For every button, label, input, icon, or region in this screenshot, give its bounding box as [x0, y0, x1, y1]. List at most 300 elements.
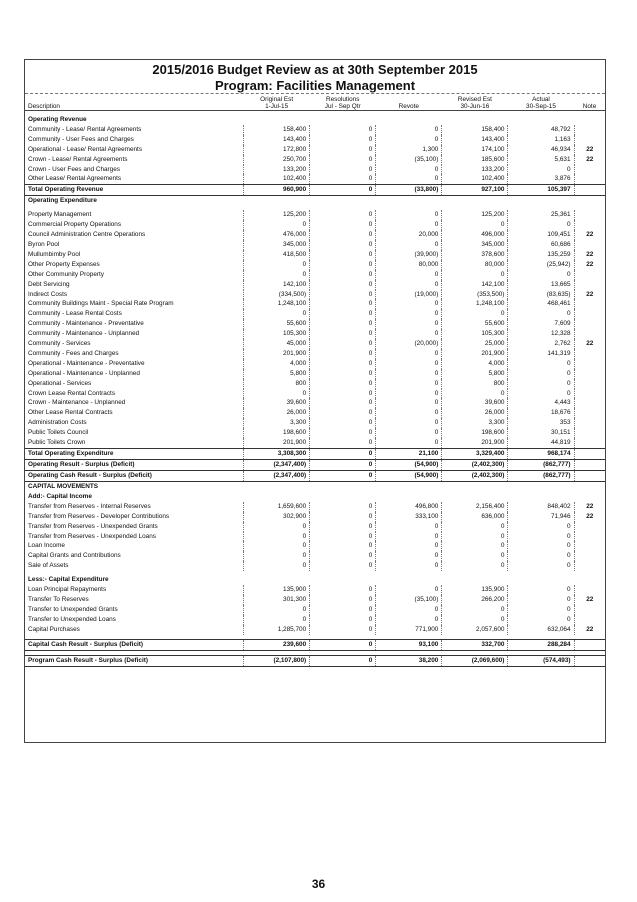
row-label: Total Operating Revenue	[25, 185, 244, 196]
table-row	[25, 165, 605, 175]
total-row	[25, 449, 605, 460]
cell-actual: 5,631	[508, 155, 574, 165]
row-label: Community - Lease/ Rental Agreements	[28, 125, 142, 133]
table-row	[25, 260, 605, 270]
cell-revised: 927,100	[442, 185, 508, 196]
cell-revised: 0	[442, 522, 508, 532]
cell-revote: (33,800)	[376, 185, 442, 196]
header-actual: Actual 30-Sep-15	[508, 94, 574, 111]
cell-revised: 0	[442, 615, 508, 625]
cell-note: 22	[574, 339, 605, 349]
cell-original: 0	[244, 541, 310, 551]
table-row	[25, 551, 605, 561]
cell-revised: 800	[442, 379, 508, 389]
section-heading: CAPITAL MOVEMENTS	[25, 482, 605, 492]
cell-revised: 26,000	[442, 408, 508, 418]
row-label: Loan Income	[28, 542, 65, 550]
cell-revised: 0	[442, 389, 508, 399]
cell-revised: 125,200	[442, 210, 508, 220]
cell-revote: 0	[376, 220, 442, 230]
cell-note	[574, 349, 605, 359]
table-row	[25, 220, 605, 230]
row-label: Indirect Costs	[28, 290, 68, 298]
cell-actual: 0	[508, 551, 574, 561]
cell-resolutions: 0	[310, 512, 376, 522]
cell-resolutions: 0	[310, 532, 376, 542]
cell-actual: (83,635)	[508, 290, 574, 300]
cell-revote: 0	[376, 428, 442, 438]
row-label: Transfer To Reserves	[28, 595, 89, 603]
cell-revote: (54,900)	[376, 460, 442, 471]
cell-original: 158,400	[244, 125, 310, 135]
cell-note	[574, 270, 605, 280]
cell-original: 0	[244, 615, 310, 625]
row-label: Operational - Maintenance - Preventative	[28, 359, 145, 367]
cell-resolutions: 0	[310, 260, 376, 270]
cell-original: 201,900	[244, 438, 310, 448]
cell-revised: 105,300	[442, 329, 508, 339]
cell-revote: (54,900)	[376, 471, 442, 482]
cell-note	[574, 615, 605, 625]
row-label: Other Community Property	[28, 270, 105, 278]
cell-original: 55,600	[244, 319, 310, 329]
table-row	[25, 339, 605, 349]
row-label: Other Property Expenses	[28, 260, 100, 268]
cell-original: 1,659,600	[244, 502, 310, 512]
row-label: Community - Services	[28, 340, 91, 348]
cell-resolutions: 0	[310, 595, 376, 605]
cell-revised: 0	[442, 532, 508, 542]
row-label: Transfer from Reserves - Unexpended Grants	[28, 522, 158, 530]
table-row	[25, 145, 605, 155]
cell-note	[574, 522, 605, 532]
cell-actual: (574,493)	[508, 655, 574, 666]
cell-revised: 0	[442, 270, 508, 280]
cell-original: 0	[244, 220, 310, 230]
cell-resolutions: 0	[310, 502, 376, 512]
cell-revised: 25,000	[442, 339, 508, 349]
table-row	[25, 319, 605, 329]
cell-note: 22	[574, 502, 605, 512]
row-label: Council Administration Centre Operations	[28, 231, 146, 239]
section-heading-row	[25, 492, 605, 502]
row-label: Debt Servicing	[28, 280, 70, 288]
cell-actual: 0	[508, 605, 574, 615]
cell-note	[574, 605, 605, 615]
budget-sheet	[24, 59, 606, 743]
cell-resolutions: 0	[310, 270, 376, 280]
cell-original: 0	[244, 551, 310, 561]
cell-original: 0	[244, 605, 310, 615]
total-row	[25, 471, 605, 482]
table-row	[25, 615, 605, 625]
cell-note: 22	[574, 290, 605, 300]
cell-resolutions: 0	[310, 369, 376, 379]
cell-note: 22	[574, 250, 605, 260]
cell-note	[574, 408, 605, 418]
cell-actual: 0	[508, 522, 574, 532]
cell-actual: 0	[508, 359, 574, 369]
cell-note: 22	[574, 512, 605, 522]
cell-revote: 0	[376, 605, 442, 615]
table-row	[25, 585, 605, 595]
row-label: Crown - Maintenance - Unplanned	[28, 399, 126, 407]
cell-revote: 0	[376, 541, 442, 551]
cell-revote: 0	[376, 551, 442, 561]
table-row	[25, 270, 605, 280]
row-label: Transfer from Reserves - Developer Contributions	[28, 512, 170, 520]
cell-note	[574, 460, 605, 471]
cell-note	[574, 398, 605, 408]
table-row	[25, 541, 605, 551]
table-body	[25, 111, 605, 667]
cell-original: 172,800	[244, 145, 310, 155]
cell-note	[574, 185, 605, 196]
cell-original: 3,308,300	[244, 449, 310, 460]
cell-note	[574, 655, 605, 666]
cell-revote: 0	[376, 210, 442, 220]
cell-actual: 0	[508, 585, 574, 595]
cell-original: 418,500	[244, 250, 310, 260]
cell-note	[574, 329, 605, 339]
cell-original: (2,107,800)	[244, 655, 310, 666]
cell-actual: 0	[508, 532, 574, 542]
cell-resolutions: 0	[310, 418, 376, 428]
cell-revised: 4,000	[442, 359, 508, 369]
cell-resolutions: 0	[310, 541, 376, 551]
cell-revised: (353,500)	[442, 290, 508, 300]
table-row	[25, 595, 605, 605]
header-row	[25, 94, 605, 111]
cell-revote: 80,000	[376, 260, 442, 270]
row-label: Community - Maintenance - Unplanned	[28, 330, 140, 338]
table-row	[25, 125, 605, 135]
cell-revised: 266,200	[442, 595, 508, 605]
cell-resolutions: 0	[310, 625, 376, 635]
table-row	[25, 240, 605, 250]
section-heading-row	[25, 575, 605, 585]
cell-resolutions: 0	[310, 359, 376, 369]
table-row	[25, 359, 605, 369]
cell-original: 345,000	[244, 240, 310, 250]
cell-original: 142,100	[244, 280, 310, 290]
table-row	[25, 349, 605, 359]
cell-note: 22	[574, 260, 605, 270]
cell-revote: 0	[376, 309, 442, 319]
row-label: Operating Cash Result - Surplus (Deficit)	[25, 471, 244, 482]
row-label: Crown - User Fees and Charges	[28, 165, 120, 173]
cell-resolutions: 0	[310, 174, 376, 184]
cell-revised: 55,600	[442, 319, 508, 329]
section-heading-row	[25, 482, 605, 492]
cell-resolutions: 0	[310, 185, 376, 196]
table-row	[25, 379, 605, 389]
cell-original: 302,900	[244, 512, 310, 522]
cell-actual: 0	[508, 220, 574, 230]
cell-original: 133,200	[244, 165, 310, 175]
row-label: Community - Lease Rental Costs	[28, 310, 122, 318]
cell-resolutions: 0	[310, 290, 376, 300]
cell-actual: 25,361	[508, 210, 574, 220]
table-row	[25, 418, 605, 428]
cell-actual: 4,443	[508, 398, 574, 408]
cell-revised: 3,329,400	[442, 449, 508, 460]
cell-revote: 0	[376, 135, 442, 145]
cell-actual: 44,819	[508, 438, 574, 448]
row-label: Transfer to Unexpended Grants	[28, 605, 118, 613]
row-label: Transfer from Reserves - Internal Reserves	[28, 502, 151, 510]
cell-resolutions: 0	[310, 230, 376, 240]
row-label: Community - Fees and Charges	[28, 349, 119, 357]
cell-original: 476,000	[244, 230, 310, 240]
row-label: Public Toilets Council	[28, 429, 89, 437]
cell-resolutions: 0	[310, 250, 376, 260]
cell-actual: 48,792	[508, 125, 574, 135]
cell-revote: (19,000)	[376, 290, 442, 300]
cell-note	[574, 389, 605, 399]
table-row	[25, 280, 605, 290]
cell-actual: 632,064	[508, 625, 574, 635]
cell-revised: 133,200	[442, 165, 508, 175]
cell-original: 0	[244, 309, 310, 319]
cell-resolutions: 0	[310, 155, 376, 165]
cell-resolutions: 0	[310, 615, 376, 625]
table-row	[25, 290, 605, 300]
cell-revised: 0	[442, 220, 508, 230]
cell-revote: 0	[376, 299, 442, 309]
cell-original: 0	[244, 532, 310, 542]
cell-resolutions: 0	[310, 125, 376, 135]
cell-actual: 468,461	[508, 299, 574, 309]
cell-resolutions: 0	[310, 309, 376, 319]
cell-original: 0	[244, 389, 310, 399]
cell-revised: 0	[442, 561, 508, 571]
table-row	[25, 174, 605, 184]
cell-actual: 7,609	[508, 319, 574, 329]
report-title: 2015/2016 Budget Review as at 30th September 2015	[152, 62, 478, 77]
cell-actual: (862,777)	[508, 460, 574, 471]
cell-resolutions: 0	[310, 329, 376, 339]
cell-revised: (2,402,300)	[442, 471, 508, 482]
cell-note	[574, 174, 605, 184]
cell-resolutions: 0	[310, 522, 376, 532]
cell-note	[574, 532, 605, 542]
cell-revised: 185,600	[442, 155, 508, 165]
row-label: Mullumbimby Pool	[28, 250, 81, 258]
row-label: Other Lease Rental Contracts	[28, 409, 113, 417]
cell-resolutions: 0	[310, 319, 376, 329]
cell-resolutions: 0	[310, 449, 376, 460]
cell-resolutions: 0	[310, 561, 376, 571]
row-label: Transfer from Reserves - Unexpended Loans	[28, 532, 156, 540]
cell-revote: 0	[376, 379, 442, 389]
cell-revote: 21,100	[376, 449, 442, 460]
cell-actual: 30,151	[508, 428, 574, 438]
cell-actual: 0	[508, 309, 574, 319]
cell-actual: 0	[508, 165, 574, 175]
cell-revised: 201,900	[442, 438, 508, 448]
cell-actual: 135,259	[508, 250, 574, 260]
cell-original: 5,800	[244, 369, 310, 379]
cell-revised: 158,400	[442, 125, 508, 135]
cell-revote: 0	[376, 270, 442, 280]
table-row	[25, 309, 605, 319]
cell-actual: 0	[508, 379, 574, 389]
cell-revote: 0	[376, 369, 442, 379]
cell-revote: 0	[376, 561, 442, 571]
total-row	[25, 460, 605, 471]
row-label: Administration Costs	[28, 419, 87, 427]
cell-revised: 39,600	[442, 398, 508, 408]
table-row	[25, 389, 605, 399]
cell-actual: 60,686	[508, 240, 574, 250]
row-label: Operating Result - Surplus (Deficit)	[25, 460, 244, 471]
row-label: Capital Purchases	[28, 625, 80, 633]
section-heading: Operating Revenue	[28, 116, 87, 123]
cell-actual: 0	[508, 270, 574, 280]
cell-note: 22	[574, 625, 605, 635]
cell-resolutions: 0	[310, 398, 376, 408]
total-row	[25, 639, 605, 650]
cell-original: 1,248,100	[244, 299, 310, 309]
cell-revote: 333,100	[376, 512, 442, 522]
cell-revised: 2,057,600	[442, 625, 508, 635]
cell-original: 102,400	[244, 174, 310, 184]
cell-resolutions: 0	[310, 471, 376, 482]
cell-revote: 0	[376, 359, 442, 369]
cell-resolutions: 0	[310, 349, 376, 359]
cell-note	[574, 299, 605, 309]
cell-revised: 80,000	[442, 260, 508, 270]
cell-original: 250,700	[244, 155, 310, 165]
cell-original: 143,400	[244, 135, 310, 145]
cell-note	[574, 428, 605, 438]
table-row	[25, 408, 605, 418]
cell-note	[574, 309, 605, 319]
table-row	[25, 438, 605, 448]
cell-revised: 636,000	[442, 512, 508, 522]
cell-note: 22	[574, 230, 605, 240]
cell-revote: 0	[376, 240, 442, 250]
cell-note	[574, 551, 605, 561]
cell-actual: 288,284	[508, 639, 574, 650]
cell-original: 239,600	[244, 639, 310, 650]
table-row	[25, 625, 605, 635]
cell-revote: 0	[376, 532, 442, 542]
row-label: Community - User Fees and Charges	[28, 135, 134, 143]
cell-resolutions: 0	[310, 210, 376, 220]
cell-actual: 13,665	[508, 280, 574, 290]
cell-actual: 0	[508, 541, 574, 551]
cell-revised: 143,400	[442, 135, 508, 145]
row-label: Total Operating Expenditure	[25, 449, 244, 460]
cell-revised: 496,000	[442, 230, 508, 240]
cell-resolutions: 0	[310, 428, 376, 438]
cell-note	[574, 359, 605, 369]
cell-revote: 38,200	[376, 655, 442, 666]
cell-revised: 201,900	[442, 349, 508, 359]
program-title: Program: Facilities Management	[214, 78, 416, 93]
section-heading-row	[25, 196, 605, 206]
cell-note	[574, 280, 605, 290]
cell-revote: 0	[376, 174, 442, 184]
cell-actual: 353	[508, 418, 574, 428]
table-row	[25, 561, 605, 571]
cell-actual: 71,946	[508, 512, 574, 522]
cell-revised: 102,400	[442, 174, 508, 184]
cell-resolutions: 0	[310, 280, 376, 290]
cell-revote: 0	[376, 280, 442, 290]
row-label: Property Management	[28, 211, 92, 219]
total-row	[25, 185, 605, 196]
cell-revote: 0	[376, 319, 442, 329]
cell-original: 960,900	[244, 185, 310, 196]
cell-note: 22	[574, 145, 605, 155]
cell-actual: 848,402	[508, 502, 574, 512]
cell-actual: 0	[508, 369, 574, 379]
cell-note	[574, 438, 605, 448]
table-row	[25, 605, 605, 615]
table-row	[25, 210, 605, 220]
row-label: Commercial Property Operations	[28, 221, 122, 229]
cell-original: 125,200	[244, 210, 310, 220]
table-row	[25, 299, 605, 309]
cell-revote: 20,000	[376, 230, 442, 240]
row-label: Sale of Assets	[28, 562, 69, 570]
cell-original: 4,000	[244, 359, 310, 369]
table-row	[25, 532, 605, 542]
cell-actual: 46,934	[508, 145, 574, 155]
cell-original: 301,300	[244, 595, 310, 605]
cell-revote: 0	[376, 408, 442, 418]
cell-revised: 0	[442, 309, 508, 319]
cell-revote: 771,900	[376, 625, 442, 635]
cell-revised: 0	[442, 605, 508, 615]
row-label: Transfer to Unexpended Loans	[28, 615, 116, 623]
cell-note	[574, 125, 605, 135]
cell-revised: 0	[442, 551, 508, 561]
cell-revote: (39,900)	[376, 250, 442, 260]
cell-revised: 5,800	[442, 369, 508, 379]
cell-note: 22	[574, 595, 605, 605]
table-row	[25, 369, 605, 379]
row-label: Loan Principal Repayments	[28, 586, 107, 594]
cell-revote: 496,800	[376, 502, 442, 512]
cell-actual: 0	[508, 389, 574, 399]
table-row	[25, 135, 605, 145]
row-label: Other Lease/ Rental Agreements	[28, 175, 122, 183]
cell-revised: 142,100	[442, 280, 508, 290]
cell-original: (2,347,400)	[244, 460, 310, 471]
cell-note	[574, 319, 605, 329]
cell-original: 1,285,700	[244, 625, 310, 635]
cell-actual: 2,762	[508, 339, 574, 349]
cell-actual: 105,397	[508, 185, 574, 196]
cell-original: 105,300	[244, 329, 310, 339]
cell-actual: 0	[508, 595, 574, 605]
cell-revote: 0	[376, 389, 442, 399]
cell-actual: 3,876	[508, 174, 574, 184]
budget-table	[25, 94, 605, 667]
cell-revised: 135,900	[442, 585, 508, 595]
header-revised: Revised Est 30-Jun-16	[442, 94, 508, 111]
total-row	[25, 655, 605, 666]
cell-revised: 345,000	[442, 240, 508, 250]
cell-original: 201,900	[244, 349, 310, 359]
row-label: Community Buildings Maint - Special Rate Program	[28, 300, 174, 308]
cell-note	[574, 369, 605, 379]
cell-original: 0	[244, 561, 310, 571]
